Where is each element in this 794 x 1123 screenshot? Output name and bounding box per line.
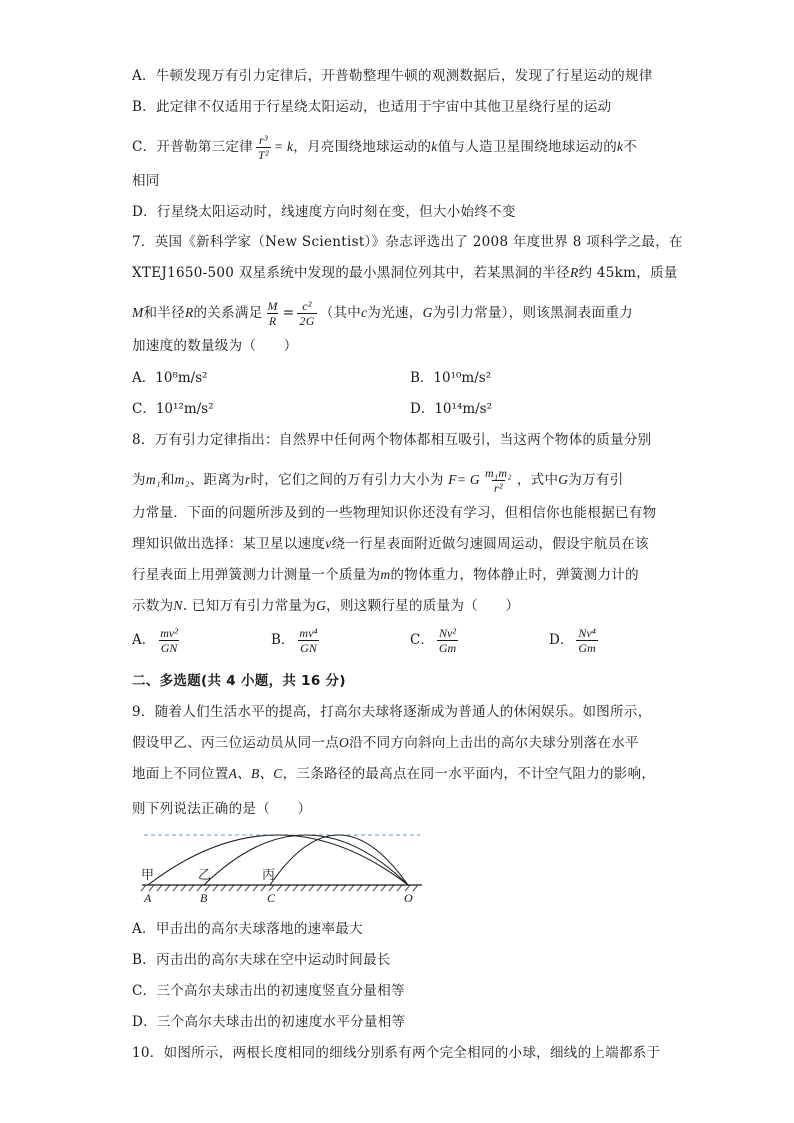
q6-c-text: ，月亮围绕地球运动的 xyxy=(293,139,432,155)
q8-text: 行星表面上用弹簧测力计测量一个质量为 xyxy=(132,567,381,583)
var-G: G xyxy=(558,472,569,487)
var-G: G xyxy=(316,598,327,613)
q8-text: 理知识做出选择：某卫星以速度 xyxy=(132,536,326,552)
points-ABC: A、B、C xyxy=(228,766,283,781)
equals-sign: = xyxy=(282,305,295,321)
q9-stem-line3 xyxy=(132,765,655,783)
fraction-denominator: 2G xyxy=(299,314,315,328)
q7-text: 为引力常量），则该黑洞表面重力 xyxy=(432,305,633,321)
q9-stem-line1: 9．随着人们生活水平的提高，打高尔夫球将逐渐成为普通人的休闲娱乐。如图所示， xyxy=(132,704,652,720)
fraction-denominator: GN xyxy=(160,641,178,655)
option-fraction xyxy=(158,626,180,655)
var-M: M xyxy=(132,305,144,320)
q9-stem-line2 xyxy=(132,734,639,752)
q8-option-b xyxy=(271,626,323,655)
trajectory-yi xyxy=(204,835,408,885)
q8-text: 为 xyxy=(132,472,146,488)
q9-option-d: D．三个高尔夫球击出的初速度水平分量相等 xyxy=(132,1014,406,1030)
q7-stem-line1: 7．英国《新科学家（New Scientist）》杂志评选出了 2008 年度世界 8 项科学之最，在 xyxy=(132,234,683,250)
fraction-denominator: Gm xyxy=(578,641,596,655)
section-heading: 二、多选题(共 4 小题，共 16 分) xyxy=(132,673,346,689)
gravitation-fraction xyxy=(483,466,514,495)
var-G: G xyxy=(422,305,433,320)
fraction-numerator: Nv⁴ xyxy=(578,626,596,640)
q8-text: 为万有引 xyxy=(568,472,624,488)
option-fraction xyxy=(437,626,458,655)
q8-stem-line1: 8．万有引力定律指出：自然界中任何两个物体都相互吸引，当这两个物体的质量分别 xyxy=(132,432,652,448)
point-C: C xyxy=(267,891,276,905)
var-m: m xyxy=(380,567,391,582)
q7-option-d: D．10¹⁴m/s² xyxy=(410,401,493,417)
q7-text: 约 45km，质量 xyxy=(578,265,678,281)
q7-stem-line4: 加速度的数量级为（ ） xyxy=(132,338,298,354)
option-label: A． xyxy=(132,632,156,648)
q8-text: 和 xyxy=(160,472,175,488)
fraction-denominator: R xyxy=(268,314,277,328)
var-F: F xyxy=(448,472,457,487)
q8-text: 的物体重力，物体静止时，弹簧测力计的 xyxy=(390,567,639,583)
light-speed-fraction xyxy=(297,299,316,328)
q8-text: ，式中 xyxy=(516,472,559,488)
q7-text: 的关系满足 xyxy=(193,305,263,321)
q6-option-d: D．行星绕太阳运动时，线速度方向时刻在变，但大小始终不变 xyxy=(132,204,516,220)
fraction-numerator: M xyxy=(267,299,278,313)
q8-option-d xyxy=(549,626,601,655)
option-label: B． xyxy=(271,632,295,648)
label-bing: 丙 xyxy=(262,868,276,883)
q8-option-a xyxy=(132,626,183,655)
q7-option-b: B．10¹⁰m/s² xyxy=(410,370,492,386)
option-fraction xyxy=(576,626,598,655)
q8-text: 绕一行星表面附近做匀速圆周运动，假设宇航员在该 xyxy=(331,536,649,552)
label-jia: 甲 xyxy=(141,868,155,883)
q8-text: 、距离为 xyxy=(189,472,245,488)
var-c: c xyxy=(361,305,368,320)
var-R: R xyxy=(569,265,579,280)
fraction-numerator: Nv² xyxy=(439,626,456,640)
q8-text: ，则这颗行星的质量为（ ） xyxy=(326,598,520,614)
q8-stem-line2 xyxy=(132,466,624,495)
fraction-denominator: r² xyxy=(493,481,503,495)
fraction-denominator: Gm xyxy=(438,641,457,655)
q6-option-a: A．牛顿发现万有引力定律后，开普勒整理牛顿的观测数据后，发现了行星运动的规律 xyxy=(132,68,653,84)
var-k: k xyxy=(617,139,624,154)
q9-text: 地面上不同位置 xyxy=(132,766,229,782)
trajectory-diagram xyxy=(132,826,432,906)
var-m1: m₁ xyxy=(145,472,161,487)
point-O: O xyxy=(404,891,413,905)
q7-stem-line2 xyxy=(132,264,678,282)
golf-trajectory-figure xyxy=(132,826,432,906)
var-v: v xyxy=(325,536,332,551)
point-A: A xyxy=(144,891,152,905)
fraction-denominator: T² xyxy=(258,148,269,162)
var-r: r xyxy=(244,472,251,487)
q7-text: （其中 xyxy=(319,305,362,321)
q9-text: 沿不同方向斜向上击出的高尔夫球分别落在水平 xyxy=(349,735,639,751)
q7-text: XTEJ1650-500 双星系统中发现的最小黑洞位列其中，若某黑洞的半径 xyxy=(132,265,570,281)
q8-stem-line3: 力常量．下面的问题所涉及到的一些物理知识你还没有学习，但相信你也能根据已有物 xyxy=(132,505,657,521)
q9-option-c: C．三个高尔夫球击出的初速度竖直分量相等 xyxy=(132,983,405,999)
option-label: D． xyxy=(549,632,574,648)
fraction-numerator: mv⁴ xyxy=(299,626,318,640)
var-R: R xyxy=(184,305,194,320)
q8-stem-line6 xyxy=(132,597,519,615)
q8-stem-line4 xyxy=(132,535,649,553)
point-B: B xyxy=(200,891,208,905)
fraction-numerator: c² xyxy=(302,299,312,313)
var-N: N xyxy=(173,598,183,613)
q7-text: 为光速， xyxy=(367,305,423,321)
var-m2: m₂ xyxy=(174,472,190,487)
fraction-numerator: m₁m₂ xyxy=(484,466,512,480)
q8-text: . 已知万有引力常量为 xyxy=(182,598,317,614)
trajectory-jia xyxy=(148,835,408,885)
q10-stem-line1: 10．如图所示，两根长度相同的细线分别系有两个完全相同的小球，细线的上端都系于 xyxy=(132,1045,661,1061)
gravitation-formula-lhs: = G xyxy=(456,472,480,487)
q6-option-c-continued: 相同 xyxy=(132,173,160,189)
q8-option-c xyxy=(410,626,461,655)
q8-text: 时，它们之间的万有引力大小为 xyxy=(250,472,444,488)
q8-text: 示数为 xyxy=(132,598,174,614)
q9-text: 假设甲乙、丙三位运动员从同一点 xyxy=(132,735,339,751)
q9-text: ，三条路径的最高点在同一水平面内，不计空气阻力的影响， xyxy=(282,766,656,782)
q7-option-a: A．10⁸m/s² xyxy=(132,370,208,386)
var-k: k xyxy=(431,139,438,154)
q6-c-text: 不 xyxy=(623,139,638,155)
q9-option-a: A．甲击出的高尔夫球落地的速率最大 xyxy=(132,921,363,937)
q9-stem-line4: 则下列说法正确的是（ ） xyxy=(132,801,312,817)
q8-stem-line5 xyxy=(132,566,639,584)
fraction-numerator: r³ xyxy=(259,133,268,147)
label-yi: 乙 xyxy=(198,868,212,883)
q9-option-b: B．丙击出的高尔夫球在空中运动时间最长 xyxy=(132,952,391,968)
equation-rhs: = k xyxy=(273,139,294,154)
q6-option-b: B．此定律不仅适用于行星绕太阳运动，也适用于宇宙中其他卫星绕行星的运动 xyxy=(132,99,612,115)
q7-option-c: C．10¹²m/s² xyxy=(132,401,214,417)
fraction-numerator: mv² xyxy=(160,626,178,640)
fraction-denominator: GN xyxy=(300,641,317,655)
q6-c-text: C．开普勒第三定律 xyxy=(132,139,254,155)
option-label: C． xyxy=(410,632,434,648)
kepler-fraction xyxy=(256,133,271,162)
trajectory-bing xyxy=(270,835,408,885)
q6-option-c xyxy=(132,133,637,162)
ground-hatching xyxy=(141,885,418,891)
option-fraction xyxy=(297,626,319,655)
mass-radius-fraction xyxy=(266,299,280,328)
var-O: O xyxy=(339,735,350,750)
q7-text: 和半径 xyxy=(143,305,185,321)
q6-c-text: 值与人造卫星围绕地球运动的 xyxy=(437,139,617,155)
q7-stem-line3 xyxy=(132,299,633,328)
